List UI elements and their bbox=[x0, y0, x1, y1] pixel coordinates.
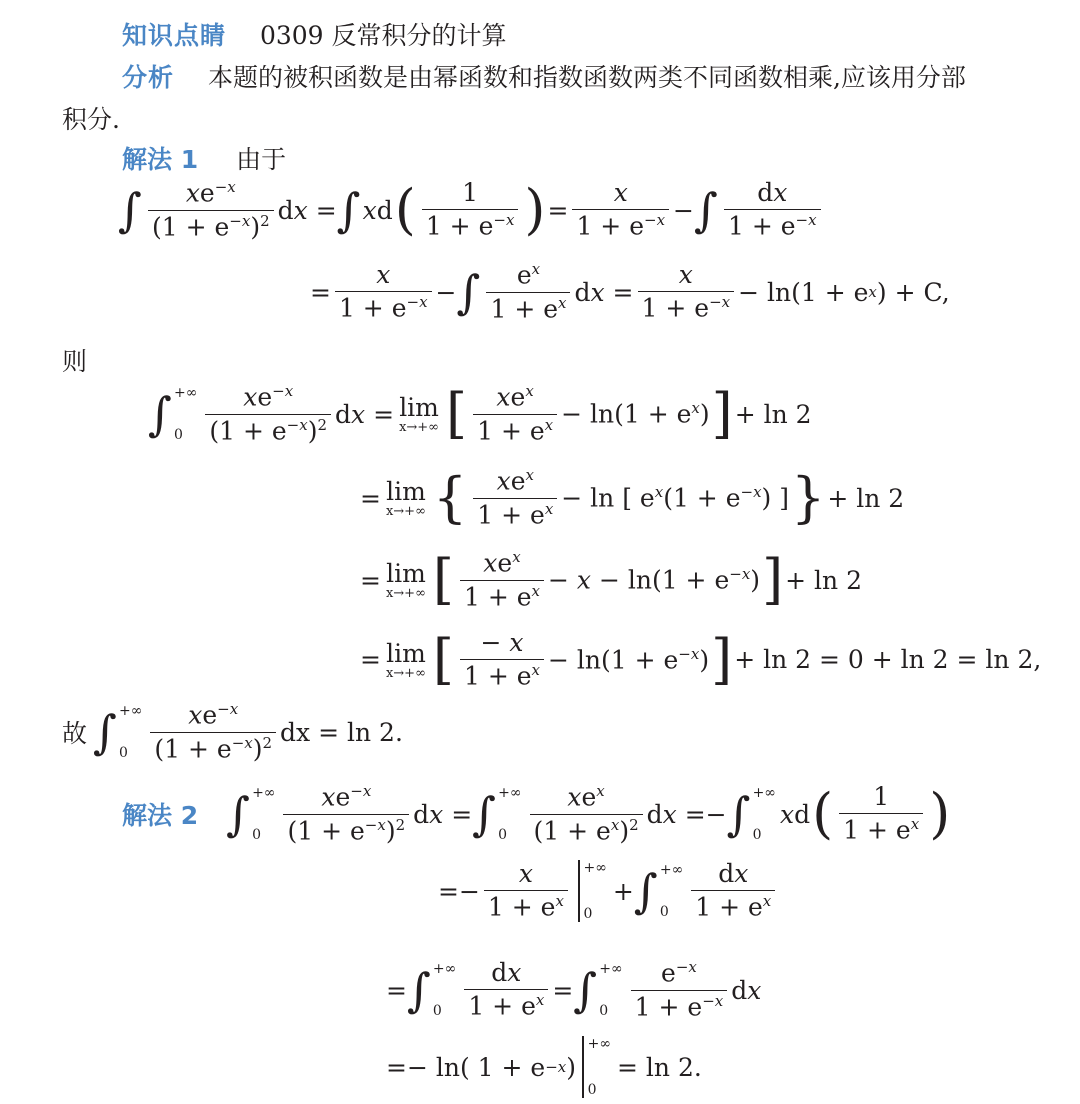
therefore-word: 故 bbox=[62, 719, 88, 749]
m2-last-end: = ln 2. bbox=[617, 1052, 702, 1082]
m2-eq-line-4: =− ln( 1 + e −x ) +∞ 0 = ln 2. bbox=[386, 1036, 702, 1098]
m1-def-line-4: = lim x→+∞ [ $\frac{- x}{1 + e^x}$ − $\ln(1 + e^{-x})$ ] + ln 2 = 0 + ln 2 = ln 2, bbox=[360, 627, 1042, 691]
then-word: 则 bbox=[62, 347, 88, 376]
m1-eq-line-1: ∫ $\frac{xe^{-x}}{(1 + e^{-x})^2}$ dx = ∫ xd ( $\frac{1}{1 + e^{-x}}$ ) = $\frac{x}{1 + e^{-x}}$ − ∫ $\frac{dx}{1 + e^{-x}}$ bbox=[118, 180, 825, 240]
m1-r4-end: + ln 2 = 0 + ln 2 = ln 2, bbox=[734, 645, 1042, 675]
therefore-result: dx = ln 2. bbox=[280, 717, 403, 747]
knowledge-text: 0309 反常积分的计算 bbox=[259, 21, 507, 50]
analysis-label: 分析 bbox=[122, 63, 175, 92]
method1-label: 解法 1 bbox=[122, 145, 199, 174]
method1-line bbox=[122, 140, 286, 176]
m2-eq-line-2: =− $\frac{x}{1 + e^x}$ +∞ 0 + ∫ +∞ 0 $\frac{dx}{1 + e^x}$ bbox=[438, 860, 779, 922]
knowledge-label: 知识点睛 bbox=[122, 21, 227, 50]
analysis-text: 本题的被积函数是由幂函数和指数函数两类不同函数相乘,应该用分部 bbox=[207, 63, 966, 92]
method1-intro: 由于 bbox=[236, 145, 287, 174]
analysis-line bbox=[122, 58, 966, 94]
m1-def-line-3: = lim x→+∞ [ $\frac{xe^x}{1 + e^x}$ − $x - \ln(1 + e^{-x})$ ] + ln 2 bbox=[360, 548, 862, 612]
header-line bbox=[122, 16, 507, 52]
method2-label: 解法 2 bbox=[122, 801, 199, 831]
m1-def-line-1: ∫ +∞ 0 $\frac{xe^{-x}}{(1 + e^{-x})^2}$ dx = lim x→+∞ [ $\frac{xe^x}{1 + e^x}$ − $\ln(1 + e^x)$ ] + ln 2 bbox=[148, 382, 812, 446]
m1-r1-end: + ln 2 bbox=[734, 399, 812, 429]
m1-def-line-2: = lim x→+∞ { $\frac{xe^x}{1 + e^x}$ − ln [ $e^x(1 + e^{-x})$ ] } + ln 2 bbox=[360, 466, 905, 530]
m1-eq-line-2: = $\frac{x}{1 + e^{-x}}$ − ∫ $\frac{e^x}{1 + e^x}$ dx = $\frac{x}{1 + e^{-x}}$ − ln(1 + e x ) + C, bbox=[310, 260, 950, 323]
m2-last: =− ln( 1 + e bbox=[386, 1052, 546, 1082]
m2-eq-line-3: = ∫ +∞ 0 $\frac{dx}{1 + e^x}$ = ∫ +∞ 0 $\frac{e^{-x}}{1 + e^{-x}}$ dx bbox=[386, 958, 762, 1021]
m2-eq-line-1: 解法 2 ∫ +∞ 0 $\frac{xe^{-x}}{(1 + e^{-x})^2}$ dx = ∫ +∞ 0 $\frac{xe^x}{(1 + e^x)^2}$ dx =− ∫ +∞ 0 xd ( $\frac{1}{1 + e^x}$ ) bbox=[122, 782, 951, 846]
analysis-text-cont: 积分. bbox=[62, 105, 120, 134]
m1-l2-end: ) + C, bbox=[876, 277, 950, 307]
m1-l2-tail: − ln(1 + e bbox=[738, 277, 869, 307]
therefore-line: 故 ∫ +∞ 0 $\frac{xe^{-x}}{(1 + e^{-x})^2}$ dx = ln 2. bbox=[62, 700, 403, 763]
